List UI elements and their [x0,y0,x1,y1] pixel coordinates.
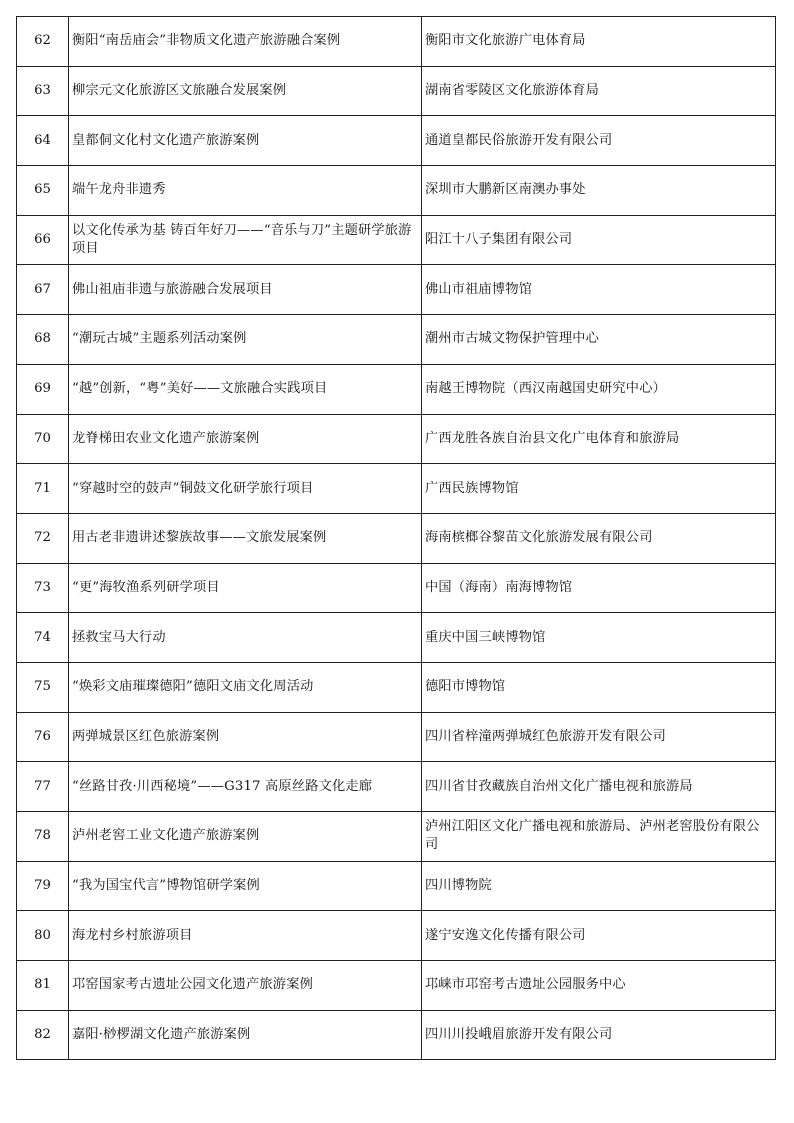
case-name: “焕彩文庙璀璨德阳”德阳文庙文化周活动 [69,662,422,712]
table-row [17,1010,776,1060]
submitting-unit: 重庆中国三峡博物馆 [422,613,776,663]
submitting-unit: 佛山市祖庙博物馆 [422,265,776,315]
case-name: 佛山祖庙非遗与旅游融合发展项目 [69,265,422,315]
table-row [17,315,776,365]
submitting-unit: 泸州江阳区文化广播电视和旅游局、泸州老窖股份有限公司 [422,812,776,862]
submitting-unit: 遂宁安逸文化传播有限公司 [422,911,776,961]
row-number: 64 [17,116,69,166]
row-number: 74 [17,613,69,663]
case-name: 邛窑国家考古遗址公园文化遗产旅游案例 [69,961,422,1011]
submitting-unit: 阳江十八子集团有限公司 [422,215,776,265]
table-row [17,66,776,116]
row-number: 67 [17,265,69,315]
submitting-unit: 深圳市大鹏新区南澳办事处 [422,166,776,216]
row-number: 79 [17,861,69,911]
row-number: 71 [17,464,69,514]
table-row [17,762,776,812]
submitting-unit: 四川省甘孜藏族自治州文化广播电视和旅游局 [422,762,776,812]
submitting-unit: 潮州市古城文物保护管理中心 [422,315,776,365]
table-row [17,563,776,613]
row-number: 82 [17,1010,69,1060]
row-number: 78 [17,812,69,862]
table-row [17,812,776,862]
case-name: 拯救宝马大行动 [69,613,422,663]
case-name: “越”创新，“粤”美好——文旅融合实践项目 [69,364,422,414]
table-row [17,265,776,315]
case-name: “穿越时空的鼓声”铜鼓文化研学旅行项目 [69,464,422,514]
submitting-unit: 四川省梓潼两弹城红色旅游开发有限公司 [422,712,776,762]
table-row [17,712,776,762]
row-number: 73 [17,563,69,613]
case-name: “更”海牧渔系列研学项目 [69,563,422,613]
submitting-unit: 通道皇都民俗旅游开发有限公司 [422,116,776,166]
case-name: 皇都侗文化村文化遗产旅游案例 [69,116,422,166]
row-number: 81 [17,961,69,1011]
row-number: 75 [17,662,69,712]
row-number: 66 [17,215,69,265]
case-name: 柳宗元文化旅游区文旅融合发展案例 [69,66,422,116]
submitting-unit: 中国（海南）南海博物馆 [422,563,776,613]
case-name: 龙脊梯田农业文化遗产旅游案例 [69,414,422,464]
row-number: 62 [17,17,69,67]
row-number: 76 [17,712,69,762]
row-number: 70 [17,414,69,464]
table-row [17,116,776,166]
case-name: 衡阳“南岳庙会”非物质文化遗产旅游融合案例 [69,17,422,67]
table-row [17,414,776,464]
case-name: 用古老非遗讲述黎族故事——文旅发展案例 [69,513,422,563]
row-number: 77 [17,762,69,812]
submitting-unit: 广西民族博物馆 [422,464,776,514]
case-name: 泸州老窖工业文化遗产旅游案例 [69,812,422,862]
case-name: 两弹城景区红色旅游案例 [69,712,422,762]
table-row [17,662,776,712]
submitting-unit: 海南槟榔谷黎苗文化旅游发展有限公司 [422,513,776,563]
row-number: 69 [17,364,69,414]
submitting-unit: 湖南省零陵区文化旅游体育局 [422,66,776,116]
table-row [17,513,776,563]
cases-table-body [17,17,776,1060]
row-number: 68 [17,315,69,365]
table-row [17,364,776,414]
table-row [17,464,776,514]
submitting-unit: 邛崃市邛窑考古遗址公园服务中心 [422,961,776,1011]
submitting-unit: 衡阳市文化旅游广电体育局 [422,17,776,67]
table-row [17,17,776,67]
case-name: 以文化传承为基 铸百年好刀——“音乐与刀”主题研学旅游项目 [69,215,422,265]
case-name: “潮玩古城”主题系列活动案例 [69,315,422,365]
table-row [17,961,776,1011]
table-row [17,613,776,663]
table-row [17,861,776,911]
row-number: 63 [17,66,69,116]
submitting-unit: 四川博物院 [422,861,776,911]
submitting-unit: 四川川投峨眉旅游开发有限公司 [422,1010,776,1060]
submitting-unit: 德阳市博物馆 [422,662,776,712]
table-row [17,166,776,216]
case-name: “我为国宝代言”博物馆研学案例 [69,861,422,911]
row-number: 72 [17,513,69,563]
submitting-unit: 广西龙胜各族自治县文化广电体育和旅游局 [422,414,776,464]
table-row [17,215,776,265]
case-name: “丝路甘孜·川西秘境”——G317 高原丝路文化走廊 [69,762,422,812]
case-name: 嘉阳·桫椤湖文化遗产旅游案例 [69,1010,422,1060]
row-number: 65 [17,166,69,216]
submitting-unit: 南越王博物院（西汉南越国史研究中心） [422,364,776,414]
case-name: 端午龙舟非遗秀 [69,166,422,216]
cases-table [16,16,776,1060]
table-row [17,911,776,961]
row-number: 80 [17,911,69,961]
case-name: 海龙村乡村旅游项目 [69,911,422,961]
